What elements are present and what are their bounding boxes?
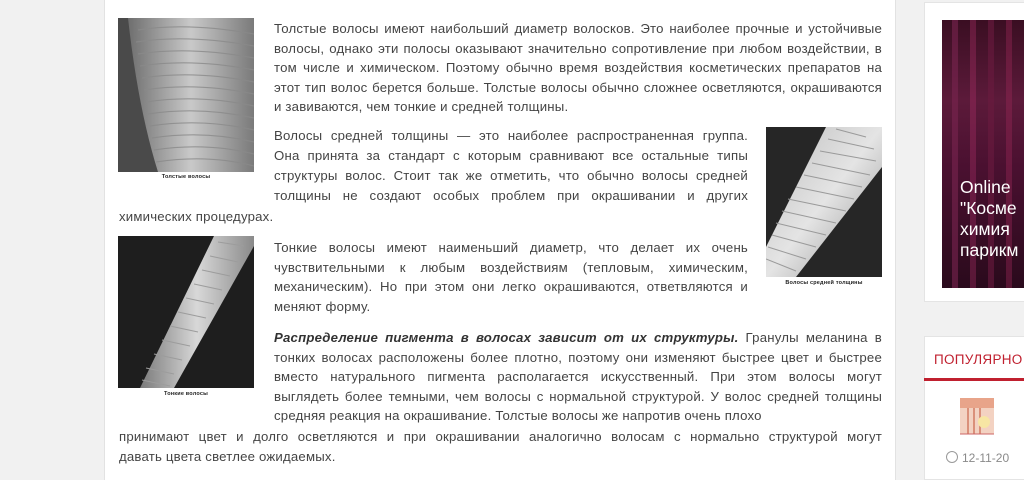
- popular-post-thumbnail[interactable]: [958, 394, 998, 440]
- paragraph-medium-line-4: толщины не создают особых проблем при окрашивании и других: [274, 188, 748, 203]
- banner-line-2: "Косме: [960, 198, 1017, 218]
- figure-thin-hair: [118, 236, 254, 402]
- medium-hair-photo: [766, 127, 882, 277]
- figure-medium-hair: [766, 127, 882, 291]
- paragraph-thin-hair: Тонкие волосы имеют наименьший диаметр, что делает их очень чувствительными к любым воздействиям (тепловым, химическим, механическим). Но при этом они легко окрашиваются, ответвляются и меняют форму.: [274, 240, 748, 314]
- paragraph-medium-line-1: Волосы средней толщины — это наиболее распространенная группа.: [274, 128, 748, 143]
- paragraph-pigment: [274, 328, 882, 426]
- pigment-rest: Гранулы меланина в тонких волосах расположены более плотно, поэтому они изменяют быстрее цвет и быстрее вместо натурального пигмента располагается искусственный. При этом волосы могут выглядеть более темными, чем волосы с нормальной структурой. У волос средней толщины средняя реакция на окрашивание.: [274, 330, 882, 424]
- pigment-line-8: давать цвета светлее ожидаемых.: [119, 449, 336, 464]
- popular-posts-title: ПОПУЛЯРНО: [934, 352, 1023, 367]
- banner-line-1: Online: [960, 177, 1011, 197]
- medium-hair-caption: Волосы средней толщины: [785, 280, 863, 286]
- popular-post-date-text: 12-11-20: [962, 451, 1010, 465]
- pigment-line-6: Толстые волосы же напротив очень плохо: [495, 408, 762, 424]
- pigment-line-7: принимают цвет и долго осветляются и при окрашивании аналогично волосам с нормально структурой могут: [119, 429, 882, 444]
- paragraph-medium-line-5: химических процедурах.: [119, 209, 274, 224]
- banner-line-3: химия: [960, 219, 1010, 239]
- thick-hair-caption: Толстые волосы: [161, 174, 211, 180]
- clock-icon: [946, 451, 958, 463]
- thin-hair-caption: Тонкие волосы: [163, 391, 208, 397]
- paragraph-medium-line-3: структуры волос. Стоит так же отметить, что обычно волосы средней: [274, 168, 748, 183]
- thin-hair-photo: [118, 236, 254, 388]
- paragraph-thick-hair: Толстые волосы имеют наибольший диаметр волосков. Это наиболее прочные и устойчивые волосы, однако эти полосы оказывают значительно сопротивление при любом воздействии, в том числе и химическом. Поэтому обычно время воздействия косметических препаратов на этот тип волос берется больше. Толстые волосы обычно сложнее осветляются, окрашиваются и завиваются, чем тонкие и средней толщины.: [274, 21, 882, 115]
- paragraph-medium-line-2: Она принята за стандарт с которым сравнивают все остальные типы: [274, 148, 748, 163]
- pigment-lead: Распределение пигмента в волосах зависит от их структуры.: [274, 330, 739, 345]
- popular-title-underline: [924, 378, 1024, 381]
- popular-post-date: [946, 450, 1009, 465]
- thick-hair-photo: [118, 18, 254, 172]
- banner-line-4: парикм: [960, 240, 1019, 260]
- figure-thick-hair: [118, 18, 254, 186]
